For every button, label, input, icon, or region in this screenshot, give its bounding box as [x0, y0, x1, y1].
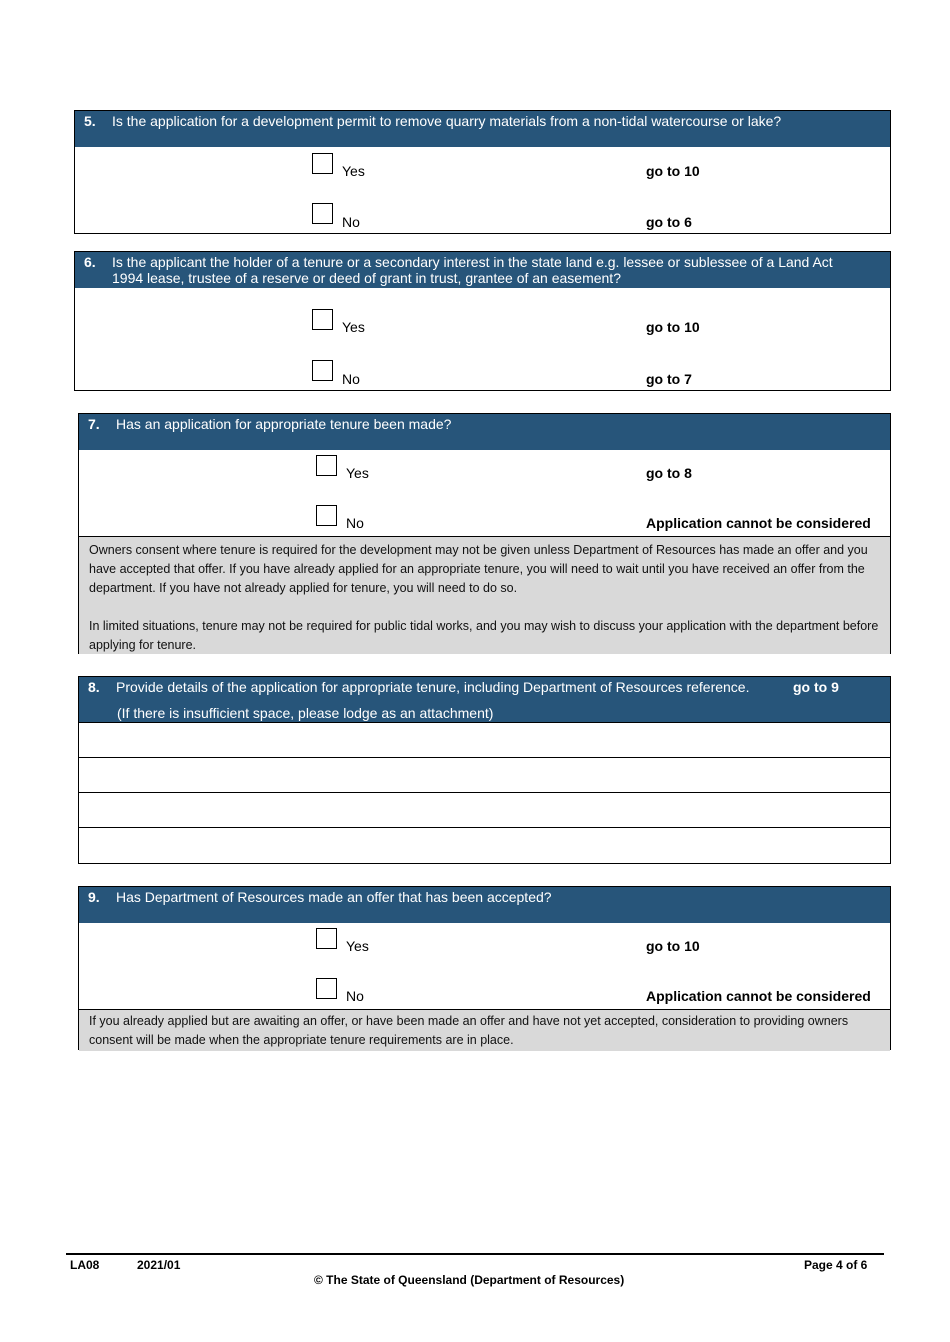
goto-instruction: go to 10 — [646, 319, 700, 335]
no-checkbox[interactable] — [316, 505, 337, 526]
option-yes — [79, 923, 890, 973]
yes-label: Yes — [342, 319, 365, 335]
info-note — [79, 536, 890, 654]
no-label: No — [346, 988, 364, 1004]
no-checkbox[interactable] — [312, 360, 333, 381]
yes-label: Yes — [346, 465, 369, 481]
goto-instruction: go to 6 — [646, 214, 692, 230]
option-yes — [79, 450, 890, 500]
details-input-line[interactable] — [79, 757, 890, 792]
question-9-header — [79, 887, 890, 923]
note-paragraph: If you already applied but are awaiting an offer, or have been made an offer and have not yet accepted, consideration to providing owners consent will be made when the appropriate tenure requirements are in place. — [89, 1014, 849, 1047]
goto-instruction: go to 10 — [646, 163, 700, 179]
yes-checkbox[interactable] — [312, 309, 333, 330]
note-paragraph: In limited situations, tenure may not be required for public tidal works, and you may wish to discuss your application with the department before applying for tenure. — [89, 619, 879, 652]
no-label: No — [342, 371, 360, 387]
option-yes — [75, 147, 890, 197]
option-no — [79, 973, 890, 1009]
goto-instruction: go to 8 — [646, 465, 692, 481]
option-yes — [75, 288, 890, 340]
footer-rule — [66, 1253, 884, 1255]
goto-instruction: go to 10 — [646, 938, 700, 954]
question-number: 6. — [84, 254, 96, 270]
form-version: 2021/01 — [137, 1258, 181, 1272]
question-text: Is the applicant the holder of a tenure or a secondary interest in the state land e.g. lessee or sublessee of a Land Act 1994 lease, trustee of a reserve or deed of grant in trust, grantee of an easement? — [112, 254, 833, 286]
question-6-header — [75, 252, 890, 288]
yes-label: Yes — [346, 938, 369, 954]
no-label: No — [346, 515, 364, 531]
no-checkbox[interactable] — [316, 978, 337, 999]
question-5 — [74, 110, 891, 234]
question-text: Provide details of the application for appropriate tenure, including Department of Resources reference. — [116, 679, 750, 695]
note-paragraph: Owners consent where tenure is required for the development may not be given unless Department of Resources has made an offer and you have accepted that offer. If you have already applied for an appropriate tenure, you will need to wait until you have received an offer from the department. If you have not already applied for tenure, you will need to do so. — [89, 543, 868, 595]
yes-label: Yes — [342, 163, 365, 179]
question-subtext: (If there is insufficient space, please lodge as an attachment) — [117, 705, 494, 721]
details-input-line[interactable] — [79, 792, 890, 827]
no-checkbox[interactable] — [312, 203, 333, 224]
question-7-header — [79, 414, 890, 450]
yes-checkbox[interactable] — [312, 153, 333, 174]
goto-instruction: go to 9 — [793, 679, 839, 695]
yes-checkbox[interactable] — [316, 928, 337, 949]
page-number: Page 4 of 6 — [804, 1258, 868, 1272]
question-number: 5. — [84, 113, 96, 129]
goto-instruction: go to 7 — [646, 371, 692, 387]
option-no — [79, 500, 890, 536]
question-number: 8. — [88, 679, 100, 695]
question-7 — [78, 413, 891, 654]
no-label: No — [342, 214, 360, 230]
question-8-header — [79, 677, 890, 722]
info-note — [79, 1009, 890, 1051]
question-9 — [78, 886, 891, 1050]
details-input-line[interactable] — [79, 722, 890, 757]
goto-instruction: Application cannot be considered — [646, 515, 871, 531]
option-no — [75, 197, 890, 247]
yes-checkbox[interactable] — [316, 455, 337, 476]
question-number: 9. — [88, 889, 100, 905]
question-text: Has Department of Resources made an offer that has been accepted? — [116, 889, 552, 905]
question-6 — [74, 251, 891, 391]
form-code: LA08 — [70, 1258, 100, 1272]
option-no — [75, 340, 890, 390]
goto-instruction: Application cannot be considered — [646, 988, 871, 1004]
details-input-line[interactable] — [79, 827, 890, 860]
question-number: 7. — [88, 416, 100, 432]
question-8 — [78, 676, 891, 864]
question-text: Has an application for appropriate tenure been made? — [116, 416, 452, 432]
copyright: © The State of Queensland (Department of Resources) — [314, 1273, 625, 1287]
question-5-header — [75, 111, 890, 147]
question-text: Is the application for a development permit to remove quarry materials from a non-tidal watercourse or lake? — [112, 113, 782, 129]
